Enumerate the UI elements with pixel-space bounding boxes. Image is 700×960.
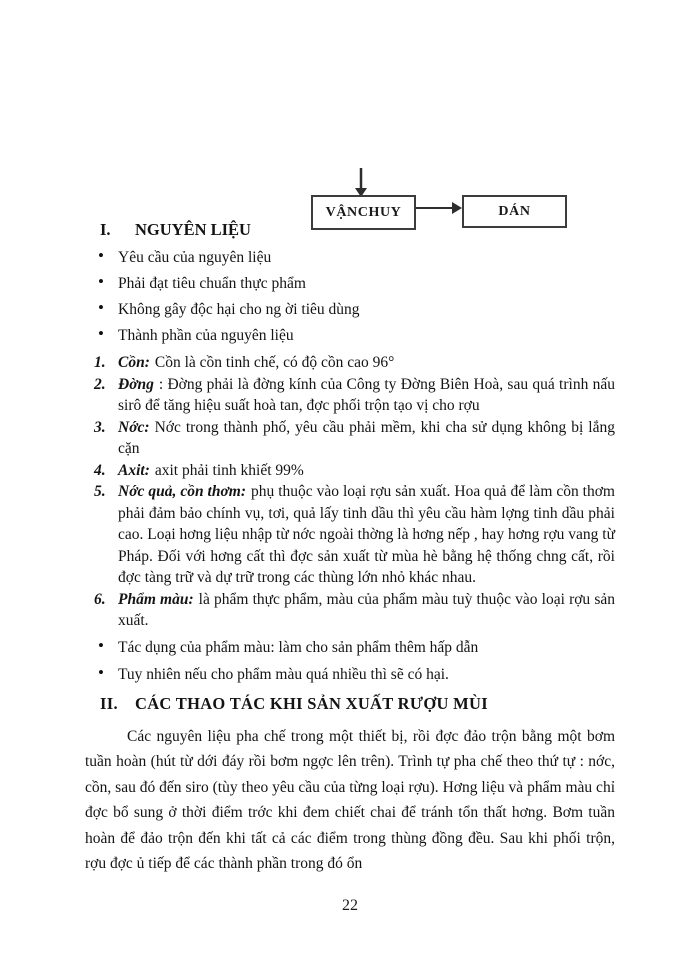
bullet-list-requirements <box>85 248 615 346</box>
list-item: • Tuy nhiên nếu cho phẩm màu quá nhiều thì sẽ có hại. <box>85 665 615 685</box>
section-2-numeral: II. <box>100 693 118 713</box>
item-text: axit phải tinh khiết 99% <box>154 461 304 479</box>
list-item: • Tác dụng của phẩm màu: làm cho sản phẩm thêm hấp dẫn <box>85 638 615 658</box>
flow-box-dan: DÁN <box>462 195 567 228</box>
section-1-title: NGUYÊN LIỆU <box>135 220 251 239</box>
list-item <box>85 589 615 632</box>
item-number: 2. <box>94 375 106 393</box>
flow-box-vanchuy: VẬNCHUY <box>311 195 416 230</box>
list-item <box>85 460 615 482</box>
section-2-paragraph: Các nguyên liệu pha chế trong một thiết bị, rồi đợc đảo trộn bằng một bơm tuần hoàn (hút từ dới đáy rồi bơm ngợc lên trên). Trình tự pha chế theo thứ tự : nớc, cồn, sau đó đến siro (tùy theo yêu cầu của từng loại rợu). Hơng liệu và phẩm màu chỉ đợc bổ sung ở thời điểm trớc khi đem chiết chai để tránh tổn thất hơng. Bơm tuần hoàn để đảo trộn đến khi tất cả các điểm trong thùng đồng đều. Sau khi phối trộn, rợu đợc ủ tiếp để các thành phần trong đó ổn <box>85 727 615 872</box>
page-number: 22 <box>342 897 358 914</box>
item-label: Nớc: <box>118 418 150 436</box>
item-number: 4. <box>94 461 106 479</box>
section-1-heading <box>85 219 615 241</box>
list-item <box>85 352 615 374</box>
list-item <box>85 374 615 417</box>
section-2-title: CÁC THAO TÁC KHI SẢN XUẤT RƯỢU MÙI <box>135 693 488 713</box>
item-label: Cồn: <box>118 354 150 371</box>
item-label: Nớc quả, cồn thơm: <box>118 483 246 500</box>
item-label: Axit: <box>118 461 150 479</box>
list-item: • Thành phần của nguyên liệu <box>85 326 615 346</box>
section-2-heading <box>85 693 615 715</box>
ingredient-list <box>85 352 615 632</box>
down-arrow-icon <box>355 168 367 197</box>
item-number: 6. <box>94 590 106 608</box>
list-item <box>85 481 615 589</box>
right-arrow-icon <box>414 202 462 214</box>
document-content <box>85 219 615 877</box>
item-label: Phẩm màu: <box>118 590 194 608</box>
item-text: Cồn là cồn tinh chế, có độ cồn cao 96° <box>154 354 395 371</box>
item-number: 1. <box>94 354 106 371</box>
list-item: • Không gây độc hại cho ng ời tiêu dùng <box>85 300 615 320</box>
item-number: 5. <box>94 483 106 500</box>
list-item: • Phải đạt tiêu chuẩn thực phẩm <box>85 274 615 294</box>
list-item: • Yêu cầu của nguyên liệu <box>85 248 615 268</box>
item-text: : Đờng phải là đờng kính của Công ty Đờng Biên Hoà, sau quá trình nấu sirô để tăng hiệu suất hoà tan, đợc phối trộn tạo vị cho rợu <box>118 375 615 414</box>
item-text: là phẩm thực phẩm, màu của phẩm màu tuỳ thuộc vào loại rợu sản xuất. <box>118 590 615 629</box>
item-label: Đờng <box>118 375 154 393</box>
section-1-numeral: I. <box>100 220 111 239</box>
item-number: 3. <box>94 418 106 436</box>
item-text: phụ thuộc vào loại rợu sản xuất. Hoa quả để làm cồn thơm phải đảm bảo chính vụ, tơi, quả lấy tinh dầu thì yêu cầu hàm lợng tinh dầu phải cao. Loại hơng liệu nhập từ nớc ngoài thờng là hơng nếp , hay hơng rợu vang từ Pháp. Đối với hơng cất thì đợc sản xuất từ mùa hè bằng hệ thống chng cất, rồi đợc tàng trữ và dự trữ trong các thùng lớn nhỏ khác nhau. <box>118 483 615 586</box>
item-text: Nớc trong thành phố, yêu cầu phải mềm, khi cha sử dụng không bị lắng cặn <box>118 418 615 457</box>
bullet-list-colorant <box>85 638 615 685</box>
list-item <box>85 417 615 460</box>
